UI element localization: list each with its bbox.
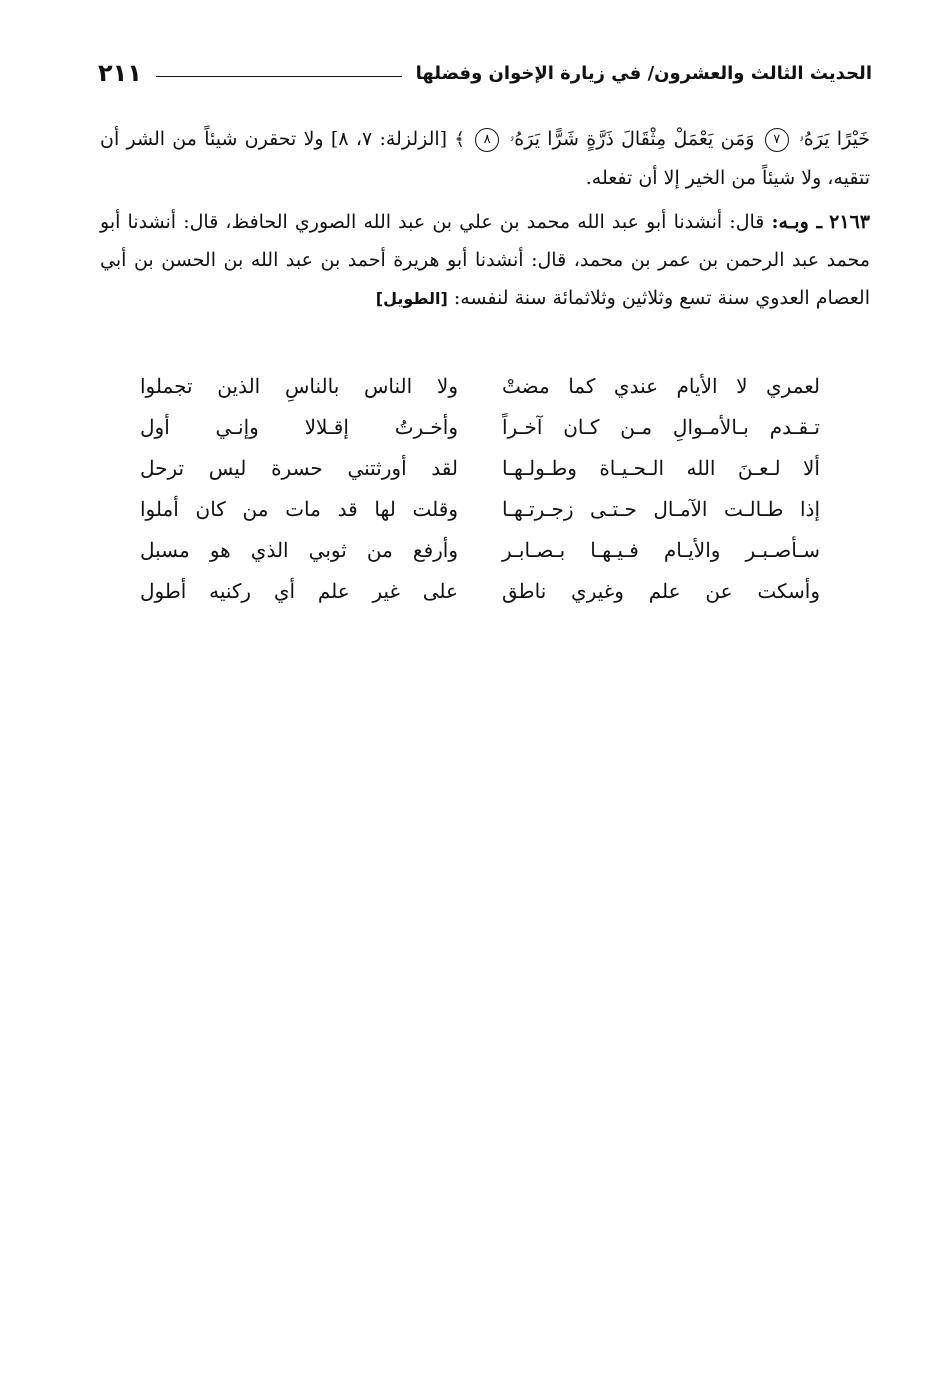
verse [140, 530, 820, 571]
quran-close-bracket: ﴾ [454, 129, 465, 150]
verse-first-hemistich: تـقـدم بـالأمـوالِ مـن كـان آخـراً [502, 415, 820, 439]
verse-second-hemistich: وأرفع من ثوبي الذي هو مسبل [140, 538, 458, 562]
verse-second-hemistich: لقد أورثتني حسرة ليس ترحل [140, 456, 458, 480]
wabihi-marker: ـ وبـه: [771, 211, 823, 233]
paragraph1-text: ولا تحقرن شيئاً من الشر أن تتقيه، ولا شيئاً من الخير إلا أن تفعله. [100, 128, 870, 189]
ayah-number-7: ٧ [765, 128, 789, 152]
running-title: الحديث الثالث والعشرون/ في زيارة الإخوان وفضلها [415, 62, 872, 84]
verse-second-hemistich: على غير علم أي ركنيه أطول [140, 579, 458, 603]
verse [140, 571, 820, 612]
page-number: ٢١١ [98, 59, 142, 87]
verse-second-hemistich: ولا الناس بالناسِ الذين تجملوا [140, 374, 458, 398]
verse-first-hemistich: لعمري لا الأيام عندي كما مضتْ [502, 374, 820, 398]
paragraph-quran-conclusion [100, 120, 870, 197]
quran-text-part1: خَيْرًا يَرَهُۥ [799, 128, 871, 150]
verse-second-hemistich: وقلت لها قد مات من كان أملوا [140, 497, 458, 521]
verse-first-hemistich: إذا طـالـت الآمـال حـتـى زجـرتـهـا [502, 497, 820, 521]
verse-second-hemistich: وأخـرتُ إقـلالا وإنـي أول [140, 415, 458, 439]
body-text [100, 120, 870, 324]
entry-number: ٢١٦٣ [829, 211, 870, 233]
ayah-number-8: ٨ [475, 128, 499, 152]
page-header [98, 56, 872, 90]
verse [140, 448, 820, 489]
verse [140, 489, 820, 530]
paragraph-entry-2163 [100, 203, 870, 318]
poem [140, 366, 820, 612]
poem-meter: [الطويل] [375, 289, 448, 308]
isnad-text: قال: أنشدنا أبو عبد الله محمد بن علي بن عبد الله الصوري الحافظ، قال: أنشدنا أبو محمد عبد الرحمن بن عمر بن محمد، قال: أنشدنا أبو هريرة أحمد بن عبد الله بن الحسن بن أبي العصام العدوي سنة تسع وثلاثين وثلاثمائة سنة لنفسه: [100, 211, 870, 309]
verse [140, 366, 820, 407]
quran-citation: [الزلزلة: ٧، ٨] [330, 128, 448, 150]
verse-first-hemistich: سـأصـبـر والأيـام فـيـهـا بـصـابـر [502, 538, 820, 562]
verse-first-hemistich: وأسكت عن علم وغيري ناطق [502, 579, 820, 603]
verse [140, 407, 820, 448]
verse-first-hemistich: ألا لـعـنَ الله الـحـيـاة وطـولـهـا [502, 456, 820, 480]
quran-text-part2: وَمَن يَعْمَلْ مِثْقَالَ ذَرَّةٍ شَرًّا يَرَهُۥ [509, 128, 755, 150]
header-rule [156, 76, 402, 77]
